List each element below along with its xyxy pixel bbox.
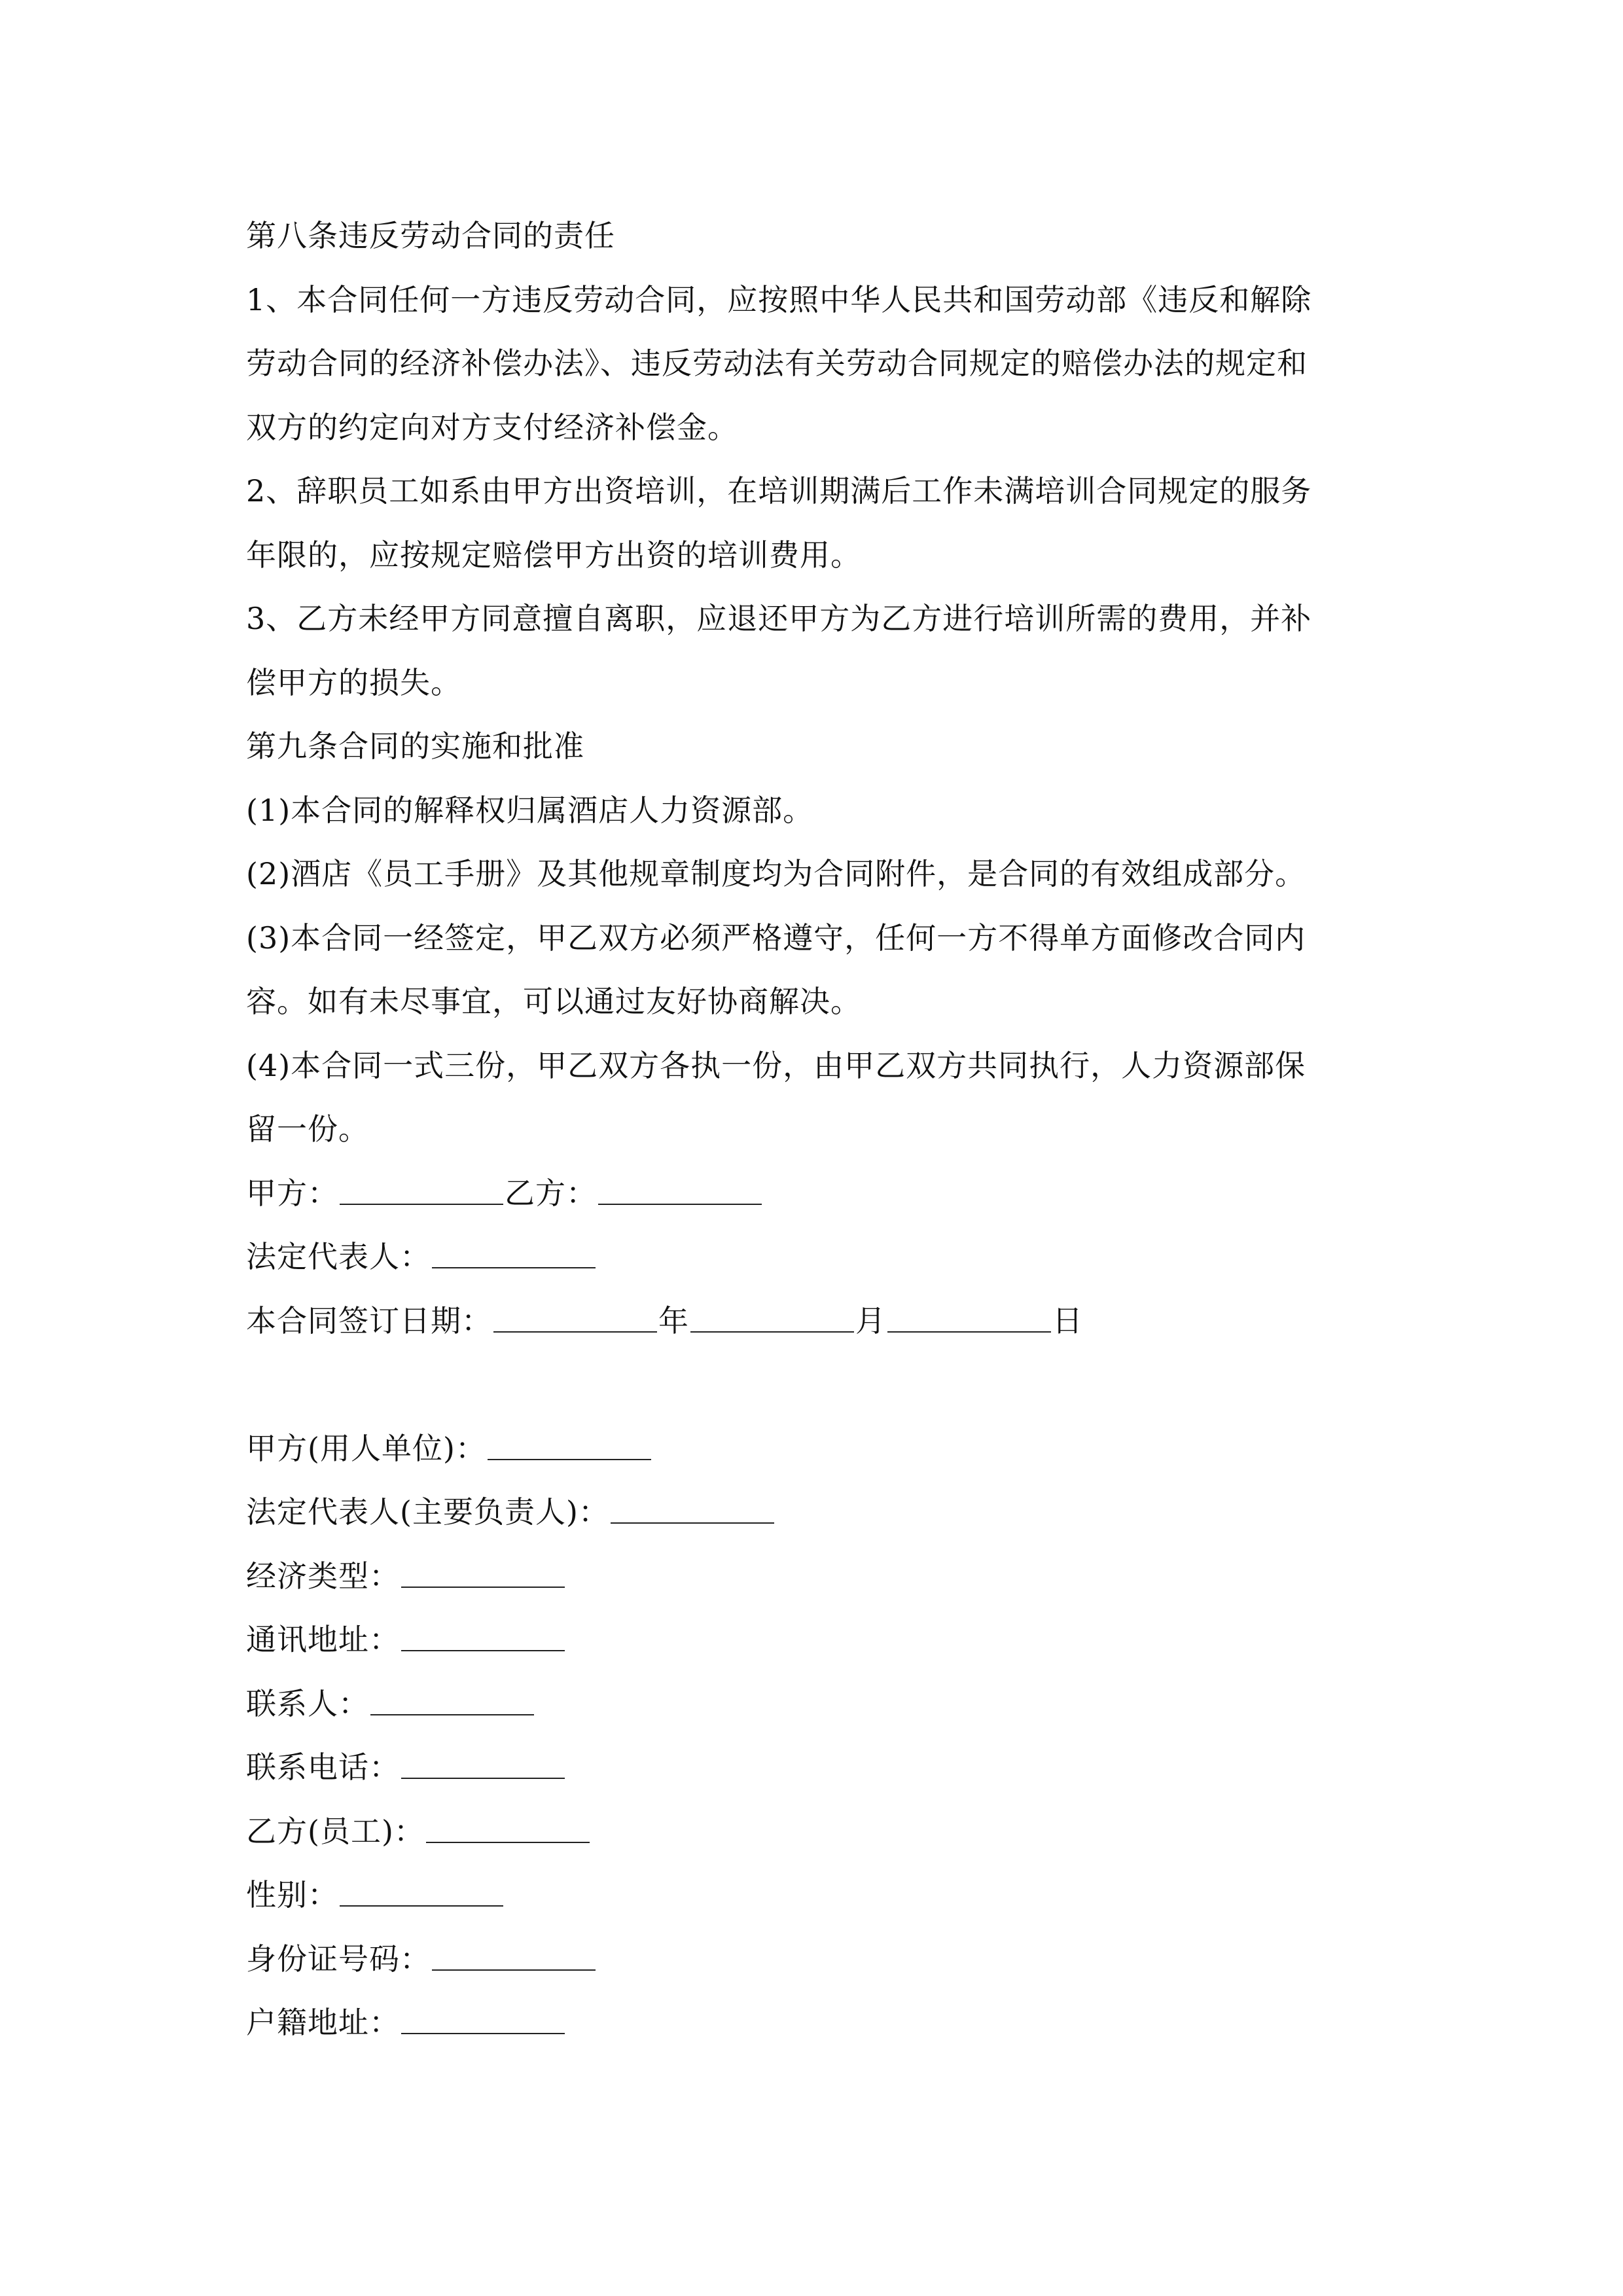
article-8-title: 第八条违反劳动合同的责任 <box>246 218 615 253</box>
year-label: 年 <box>658 1302 689 1338</box>
household-address-label: 户籍地址： <box>246 2005 400 2040</box>
phone-blank[interactable] <box>401 1750 565 1779</box>
phone-row <box>246 1736 1385 1800</box>
legal-rep-label: 法定代表人： <box>246 1239 431 1274</box>
article-8-clause-2-line-1: 2、辞职员工如系由甲方出资培训，在培训期满后工作未满培训合同规定的服务 <box>246 473 1312 509</box>
address-blank[interactable] <box>401 1623 565 1651</box>
id-number-label: 身份证号码： <box>246 1941 431 1977</box>
contract-page <box>246 204 1385 2055</box>
article-8-clause-1-line-3: 双方的约定向对方支付经济补偿金。 <box>246 409 738 445</box>
address-label: 通讯地址： <box>246 1622 400 1657</box>
employer-blank[interactable] <box>488 1431 651 1460</box>
id-number-blank[interactable] <box>432 1942 596 1971</box>
party-b-label: 乙方： <box>505 1175 597 1211</box>
signature-legal-rep-row <box>246 1225 1385 1289</box>
gender-row <box>246 1863 1385 1928</box>
household-address-row <box>246 1991 1385 2055</box>
year-blank[interactable] <box>493 1304 657 1333</box>
contact-blank[interactable] <box>370 1687 534 1715</box>
economic-type-row <box>246 1545 1385 1609</box>
employer-row <box>246 1417 1385 1481</box>
signature-parties-row <box>246 1162 1385 1226</box>
party-b-blank[interactable] <box>598 1176 762 1205</box>
article-8-clause-1-line-1: 1、本合同任何一方违反劳动合同，应按照中华人民共和国劳动部《违反和解除 <box>246 281 1312 317</box>
economic-type-blank[interactable] <box>401 1559 565 1588</box>
article-9-item-3-line-1: (3)本合同一经签定，甲乙双方必须严格遵守，任何一方不得单方面修改合同内 <box>246 920 1306 956</box>
article-8-clause-3-line-2: 偿甲方的损失。 <box>246 664 461 700</box>
article-8-clause-3-line-1: 3、乙方未经甲方同意擅自离职，应退还甲方为乙方进行培训所需的费用，并补 <box>246 601 1312 636</box>
article-8-clause-2-line-2: 年限的，应按规定赔偿甲方出资的培训费用。 <box>246 537 861 573</box>
id-number-row <box>246 1928 1385 1992</box>
month-blank[interactable] <box>690 1304 854 1333</box>
contact-label: 联系人： <box>246 1685 369 1721</box>
party-a-label: 甲方： <box>246 1175 338 1211</box>
contact-row <box>246 1672 1385 1736</box>
month-label: 月 <box>855 1302 886 1338</box>
economic-type-label: 经济类型： <box>246 1558 400 1594</box>
gender-label: 性别： <box>246 1877 338 1912</box>
legal-rep-main-row <box>246 1480 1385 1545</box>
article-8-clause-1-line-2: 劳动合同的经济补偿办法》、违反劳动法有关劳动合同规定的赔偿办法的规定和 <box>246 346 1308 381</box>
employee-label: 乙方(员工)： <box>246 1813 425 1849</box>
party-a-blank[interactable] <box>340 1176 503 1205</box>
employer-label: 甲方(用人单位)： <box>246 1430 486 1466</box>
gender-blank[interactable] <box>340 1878 503 1907</box>
signing-date-label: 本合同签订日期： <box>246 1302 492 1338</box>
article-9-item-3-line-2: 容。如有未尽事宜，可以通过友好协商解决。 <box>246 984 861 1019</box>
article-9-title: 第九条合同的实施和批准 <box>246 728 584 764</box>
legal-rep-main-blank[interactable] <box>611 1495 774 1524</box>
article-9-item-4-line-1: (4)本合同一式三份，甲乙双方各执一份，由甲乙双方共同执行，人力资源部保 <box>246 1047 1306 1083</box>
article-9-item-1: (1)本合同的解释权归属酒店人力资源部。 <box>246 792 814 828</box>
legal-rep-main-label: 法定代表人(主要负责人)： <box>246 1494 609 1530</box>
legal-rep-blank[interactable] <box>432 1240 596 1268</box>
household-address-blank[interactable] <box>401 2005 565 2034</box>
employee-blank[interactable] <box>426 1814 590 1843</box>
day-label: 日 <box>1052 1302 1083 1338</box>
address-row <box>246 1608 1385 1672</box>
article-9-item-4-line-2: 留一份。 <box>246 1111 369 1147</box>
article-9-item-2: (2)酒店《员工手册》及其他规章制度均为合同附件，是合同的有效组成部分。 <box>246 856 1306 891</box>
section-spacer <box>246 1353 1385 1417</box>
phone-label: 联系电话： <box>246 1749 400 1785</box>
signing-date-row <box>246 1289 1385 1354</box>
employee-row <box>246 1800 1385 1864</box>
day-blank[interactable] <box>887 1304 1051 1333</box>
